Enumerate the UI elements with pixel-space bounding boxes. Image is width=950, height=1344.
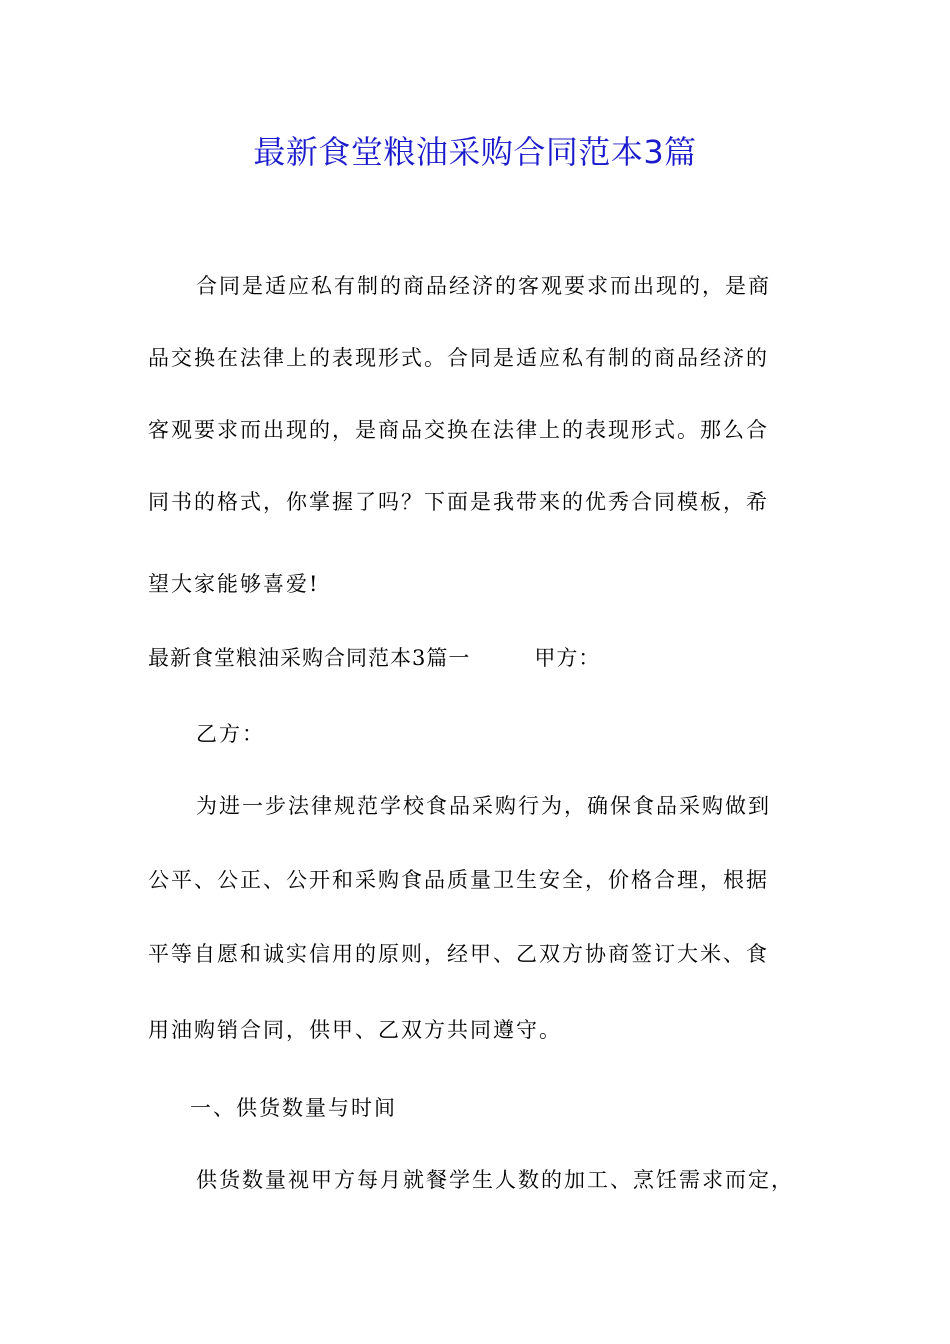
document-title: 最新食堂粮油采购合同范本3篇	[253, 133, 697, 171]
body-line-1: 为进一步法律规范学校食品采购行为，确保食品采购做到	[196, 794, 771, 818]
clause-heading: 一、供货数量与时间	[190, 1096, 397, 1120]
intro-line-4: 同书的格式，你掌握了吗？下面是我带来的优秀合同模板，希	[148, 490, 769, 514]
body-line-2: 公平、公正、公开和采购食品质量卫生安全，价格合理，根据	[148, 868, 769, 892]
party-a-label: 甲方：	[534, 646, 601, 670]
intro-line-2: 品交换在法律上的表现形式。合同是适应私有制的商品经济的	[148, 346, 769, 370]
intro-line-5: 望大家能够喜爱!	[148, 572, 320, 596]
section-heading: 最新食堂粮油采购合同范本3篇一	[148, 646, 471, 670]
intro-line-1: 合同是适应私有制的商品经济的客观要求而出现的，是商	[196, 274, 771, 298]
clause-line-1: 供货数量视甲方每月就餐学生人数的加工、烹饪需求而定，	[196, 1168, 794, 1192]
party-b-label: 乙方：	[196, 722, 265, 746]
body-line-4: 用油购销合同，供甲、乙双方共同遵守。	[148, 1018, 562, 1042]
body-line-3: 平等自愿和诚实信用的原则，经甲、乙双方协商签订大米、食	[148, 942, 769, 966]
intro-line-3: 客观要求而出现的，是商品交换在法律上的表现形式。那么合	[148, 418, 769, 442]
section-heading-line	[148, 642, 828, 674]
